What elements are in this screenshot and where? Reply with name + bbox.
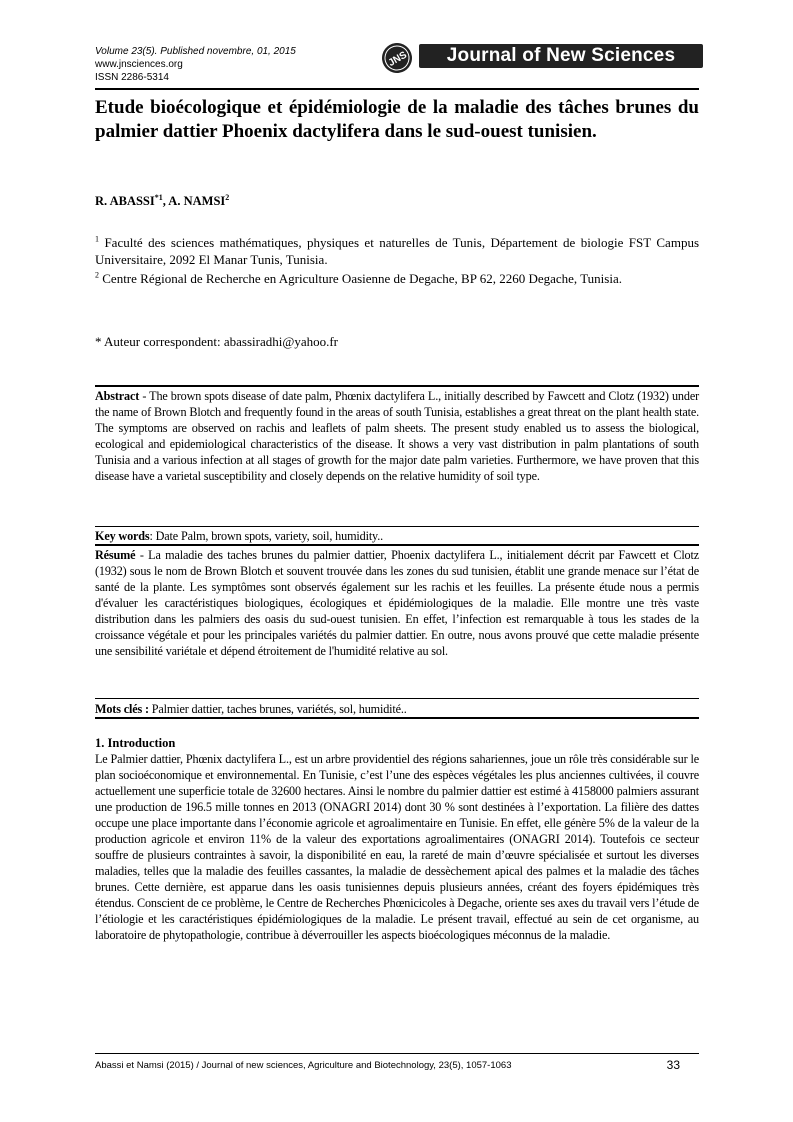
jns-badge-icon	[377, 38, 417, 78]
article-title: Etude bioécologique et épidémiologie de la maladie des tâches brunes du palmier dattier Phoenix dactylifera dans le sud-ouest tunisien.	[95, 97, 699, 142]
resume-text: - La maladie des taches brunes du palmier dattier, Phoenix dactylifera L., initialement décrit par Fawcett et Clotz (1932) sous le nom de Brown Blotch et souvent trouvée dans les zones du sud tunisien, établit une grande menace sur l’état de santé de la plante. Les symptômes sont observés également sur les rachis et les feuilles. La présente étude nous a permis d'évaluer les caractéristiques biologiques, écologiques et épidémiologiques de la maladie. Elle montre une très vaste distribution dans les palmiers des oasis du sud-ouest tunisien. En effet, l’infection est remarquable à tous les stades de la croissance végétale et pour les principales variétés du palmier dattier. En outre, nous avons prouvé que cette maladie présente une sensibilité variétale et dépend étroitement de l'humidité relative au sol.	[95, 548, 699, 658]
resume-label: Résumé	[95, 548, 136, 562]
website-line: www.jnsciences.org	[95, 59, 183, 70]
footer-rule	[95, 1053, 699, 1054]
footer-citation: Abassi et Namsi (2015) / Journal of new sciences, Agriculture and Biotechnology, 23(5), 1057-1063	[95, 1060, 512, 1071]
mots-cles-line	[95, 701, 699, 717]
author-1: R. ABASSI	[95, 194, 155, 208]
affiliation-1-sup: 1	[95, 234, 99, 244]
section-heading-introduction: 1. Introduction	[95, 736, 176, 750]
header-rule	[95, 88, 699, 90]
introduction-paragraph: Le Palmier dattier, Phœnix dactylifera L., est un arbre providentiel des régions sahariennes, joue un rôle très considérable sur le plan socioéconomique et environnemental. En Tunisie, c’est l’une des espèces végétales les plus anciennes cultivées, il couvre actuellement une superficie totale de 32600 hectares. Ainsi le nombre du palmier dattier est estimé à 4158000 palmiers assurant une production de 196.5 mille tonnes en 2013 (ONAGRI 2014) dont 30 % sont destinées à l’exportation. La filière des dattes occupe une place importante dans l’économie agricole et agroalimentaire en Tunisie. En effet, elle génère 5% de la valeur de la production agricole et environ 11% de la valeur des exportations agroalimentaires (ONAGRI 2014). Toutefois ce secteur souffre de plusieurs contraintes à savoir, la disponibilité en eau, la rareté de main d’œuvre spécialisée et surtout les diverses maladies, telles que la maladie des feuilles cassantes, la maladie de dessèchement apical des palmes et la maladie des tâches brunes. Cette dernière, est apparue dans les oasis tunisiennes depuis plusieurs années, créant des foyers épidémiques très étendus. Conscient de ce problème, le Centre de Recherches Phœnicicoles à Degache, oriente ses axes du travail vers l’étude de l’étiologie et les caractéristiques épidémiologiques de la maladie. Le présent travail, effectué au sein de cet organisme, au laboratoire de phytopathologie, contribue à déverrouiller les aspects bioécologiques méconnus de la maladie.	[95, 752, 699, 942]
page-number: 33	[666, 1058, 680, 1072]
keywords-text: : Date Palm, brown spots, variety, soil, humidity..	[149, 529, 383, 543]
author-2-sup: 2	[225, 192, 230, 202]
corresponding-author: * Auteur correspondent: abassiradhi@yahoo.fr	[95, 334, 339, 349]
affiliation-1-text: Faculté des sciences mathématiques, physiques et naturelles de Tunis, Département de biologie FST Campus Universitaire, 2092 El Manar Tunis, Tunisia.	[95, 235, 700, 267]
mots-cles-text: Palmier dattier, taches brunes, variétés, sol, humidité..	[148, 702, 407, 716]
abstract-paragraph	[95, 388, 699, 484]
abstract-bottom-rule	[95, 717, 699, 719]
issn-line: ISSN 2286-5314	[95, 72, 169, 83]
keywords-top-rule	[95, 526, 699, 527]
keywords-label: Key words	[95, 529, 150, 543]
affiliation-2	[95, 270, 699, 287]
journal-name: Journal of New Sciences	[419, 44, 703, 68]
journal-logo	[377, 38, 702, 78]
volume-line: Volume 23(5). Published novembre, 01, 2015	[95, 46, 296, 57]
mots-cles-top-rule	[95, 698, 699, 699]
affiliation-2-text: Centre Régional de Recherche en Agriculture Oasienne de Degache, BP 62, 2260 Degache, Tunisia.	[102, 271, 622, 286]
abstract-top-rule	[95, 385, 699, 387]
author-2: , A. NAMSI	[162, 194, 226, 208]
resume-paragraph	[95, 547, 699, 659]
authors	[95, 193, 699, 209]
keywords-line	[95, 528, 699, 544]
logo-badge-text: JNS	[386, 49, 409, 69]
affiliation-2-sup: 2	[95, 270, 99, 280]
affiliation-1	[95, 234, 699, 268]
abstract-text: - The brown spots disease of date palm, Phœnix dactylifera L., initially described by Fawcett and Clotz (1932) under the name of Brown Blotch and frequently found in the areas of south Tunisia, establishes a great threat on the plant health state. The symptoms are observed on rachis and leaflets of palm sheets. The present study enabled us to assess the biological, ecological and epidemiological characteristics of the disease. It shows a very vast distribution in palm plantations of south Tunisia and a various infection at all stages of growth for the major date palm varieties. Furthermore, we have proven that this disease have a varietal susceptibility and closely depends on the relative humidity of soil type.	[95, 389, 699, 483]
journal-meta	[95, 45, 375, 84]
mots-cles-label: Mots clés :	[95, 702, 149, 716]
resume-top-rule	[95, 544, 699, 546]
author-1-sup: *1	[154, 192, 163, 202]
abstract-label: Abstract	[95, 389, 140, 403]
